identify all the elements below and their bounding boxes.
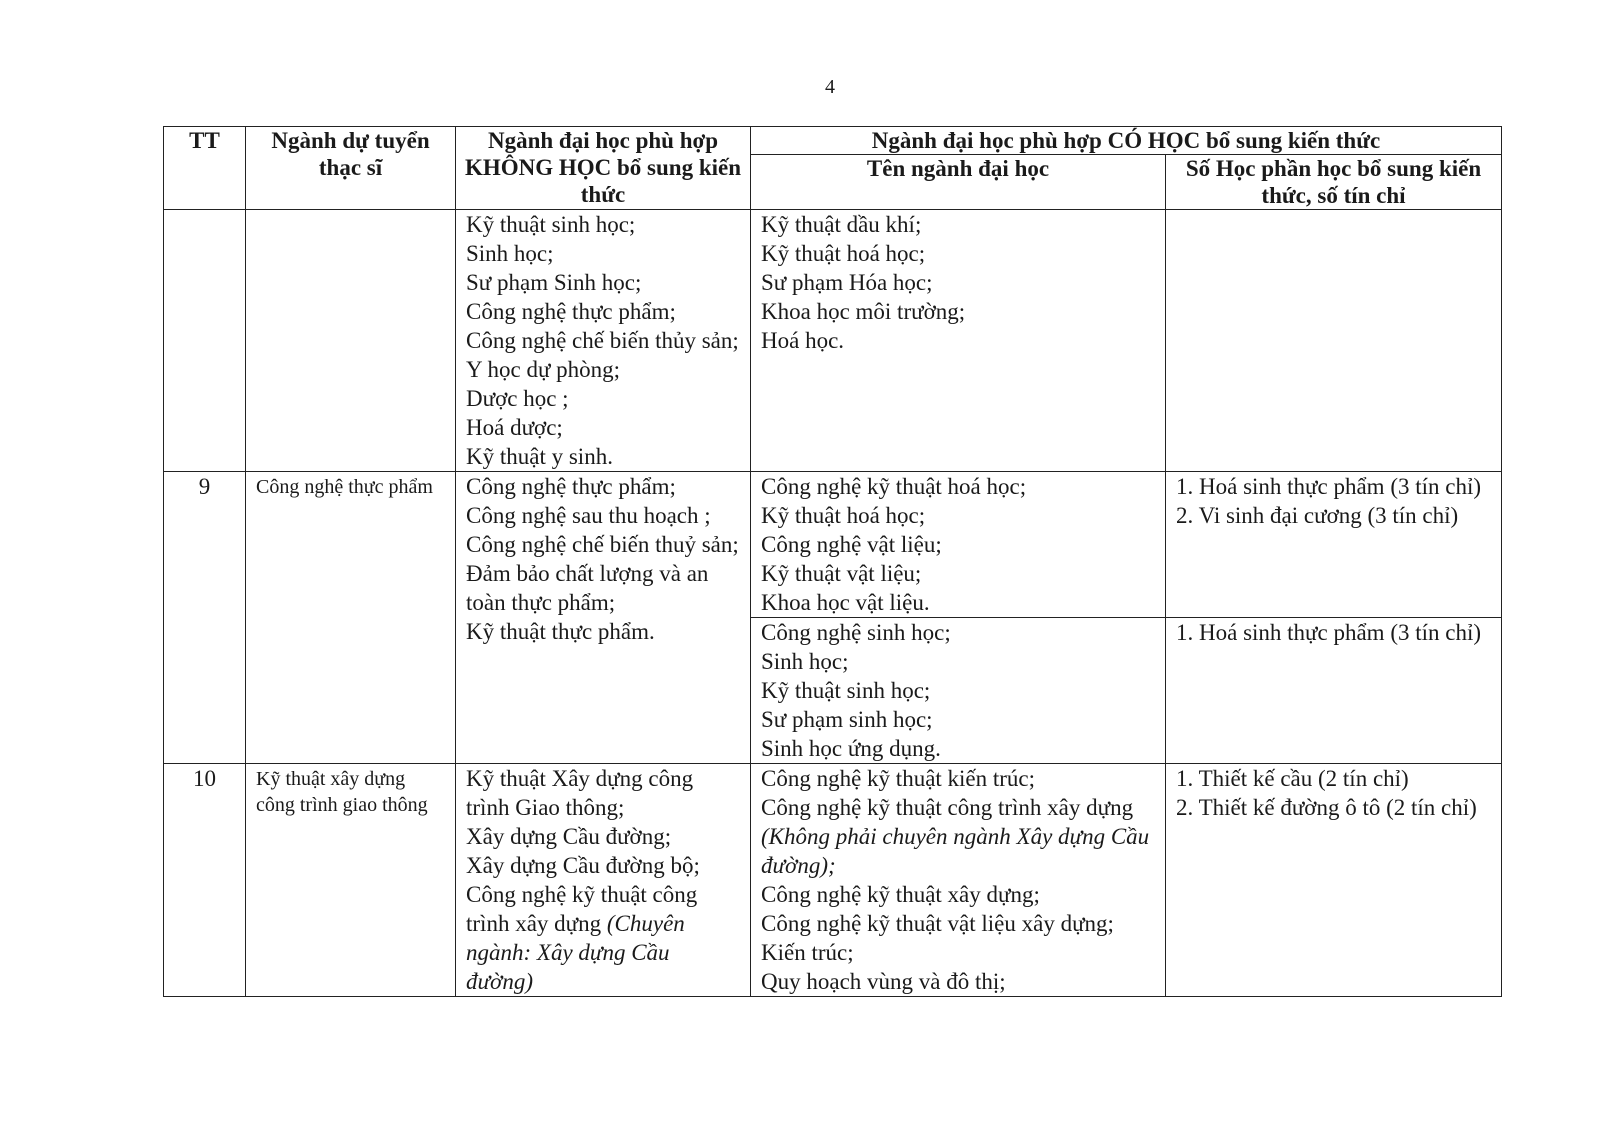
list-item: Kỹ thuật dầu khí;	[761, 212, 922, 237]
list-item: Quy hoạch vùng và đô thị;	[761, 969, 1006, 994]
list-item: Khoa học vật liệu.	[761, 590, 930, 615]
hoc-phan-cell	[1166, 472, 1502, 618]
co-hoc-list	[751, 618, 1166, 764]
list-item: Công nghệ kỹ thuật hoá học;	[761, 474, 1027, 499]
row-nganh-cell: Kỹ thuật xây dựng công trình giao thông	[246, 764, 456, 997]
list-item: Kiến trúc;	[761, 940, 854, 965]
list-item-text: Công nghệ kỹ thuật công trình xây dựng	[466, 882, 698, 936]
admission-table	[163, 126, 1502, 997]
header-ten-nganh: Tên ngành đại học	[751, 155, 1166, 210]
khong-hoc-list	[456, 210, 751, 472]
header-so-hoc-phan: Số Học phần học bổ sung kiến thức, số tín chỉ	[1166, 155, 1502, 210]
list-item: Công nghệ sau thu hoạch ;	[466, 503, 711, 528]
list-item	[466, 880, 740, 996]
list-item: Sinh học;	[761, 649, 849, 674]
list-item: Công nghệ thực phẩm;	[466, 299, 676, 324]
list-item: Sư phạm sinh học;	[761, 707, 933, 732]
hoc-phan-cell	[1166, 764, 1502, 997]
list-item: Sinh học ứng dụng.	[761, 736, 941, 761]
co-hoc-list	[751, 210, 1166, 472]
list-item: Công nghệ chế biến thủy sản;	[466, 328, 739, 353]
table-row	[164, 210, 1502, 472]
header-tt: TT	[164, 127, 246, 210]
list-item: Công nghệ sinh học;	[761, 620, 951, 645]
row-nganh-cell	[246, 210, 456, 472]
row-tt-cell: 9	[164, 472, 246, 764]
list-item: Kỹ thuật y sinh.	[466, 444, 613, 469]
list-item: Sinh học;	[466, 241, 554, 266]
list-item: Dược học ;	[466, 386, 569, 411]
list-item: Công nghệ kỹ thuật kiến trúc;	[761, 766, 1036, 791]
header-nganh-du-tuyen: Ngành dự tuyển thạc sĩ	[246, 127, 456, 210]
list-item: Khoa học môi trường;	[761, 299, 966, 324]
list-item: Kỹ thuật vật liệu;	[761, 561, 922, 586]
list-item: Xây dựng Cầu đường bộ;	[466, 853, 700, 878]
list-item: Xây dựng Cầu đường;	[466, 824, 672, 849]
list-item: 1. Thiết kế cầu (2 tín chỉ)	[1176, 766, 1409, 791]
co-hoc-list	[751, 472, 1166, 618]
row-tt-cell	[164, 210, 246, 472]
list-item: Kỹ thuật thực phẩm.	[466, 619, 655, 644]
list-item: 2. Thiết kế đường ô tô (2 tín chỉ)	[1176, 795, 1477, 820]
khong-hoc-list	[456, 472, 751, 764]
list-item: Hoá học.	[761, 328, 845, 353]
hoc-phan-cell	[1166, 210, 1502, 472]
specialization-note: (Không phải chuyên ngành Xây dựng Cầu đường);	[761, 824, 1150, 878]
table-row	[164, 764, 1502, 997]
list-item: 1. Hoá sinh thực phẩm (3 tín chỉ)	[1176, 620, 1482, 645]
list-item-text: Công nghệ kỹ thuật công trình xây dựng	[761, 795, 1134, 820]
co-hoc-list	[751, 764, 1166, 997]
list-item: 1. Hoá sinh thực phẩm (3 tín chỉ)	[1176, 474, 1482, 499]
list-item: Sư phạm Sinh học;	[466, 270, 642, 295]
list-item: Hoá dược;	[466, 415, 563, 440]
specialization-note: (Chuyên ngành: Xây dựng Cầu đường)	[466, 911, 685, 994]
list-item: Y học dự phòng;	[466, 357, 621, 382]
list-item: Sư phạm Hóa học;	[761, 270, 933, 295]
list-item	[761, 793, 1155, 880]
row-nganh-cell: Công nghệ thực phẩm	[246, 472, 456, 764]
list-item: Kỹ thuật sinh học;	[466, 212, 636, 237]
row-tt-cell: 10	[164, 764, 246, 997]
list-item: Công nghệ kỹ thuật xây dựng;	[761, 882, 1040, 907]
page-number: 4	[825, 76, 835, 98]
list-item: Kỹ thuật hoá học;	[761, 503, 926, 528]
header-co-hoc: Ngành đại học phù hợp CÓ HỌC bổ sung kiến thức	[751, 127, 1502, 155]
list-item: Công nghệ kỹ thuật vật liệu xây dựng;	[761, 911, 1114, 936]
list-item: 2. Vi sinh đại cương (3 tín chỉ)	[1176, 503, 1459, 528]
list-item: Kỹ thuật hoá học;	[761, 241, 926, 266]
list-item: Kỹ thuật Xây dựng công trình Giao thông;	[466, 766, 694, 820]
list-item: Đảm bảo chất lượng và an toàn thực phẩm;	[466, 561, 709, 615]
khong-hoc-list	[456, 764, 751, 997]
list-item: Công nghệ chế biến thuỷ sản;	[466, 532, 739, 557]
list-item: Công nghệ vật liệu;	[761, 532, 942, 557]
hoc-phan-cell	[1166, 618, 1502, 764]
header-khong-hoc: Ngành đại học phù hợp KHÔNG HỌC bổ sung kiến thức	[456, 127, 751, 210]
list-item: Công nghệ thực phẩm;	[466, 474, 676, 499]
table-row	[164, 472, 1502, 618]
list-item: Kỹ thuật sinh học;	[761, 678, 931, 703]
